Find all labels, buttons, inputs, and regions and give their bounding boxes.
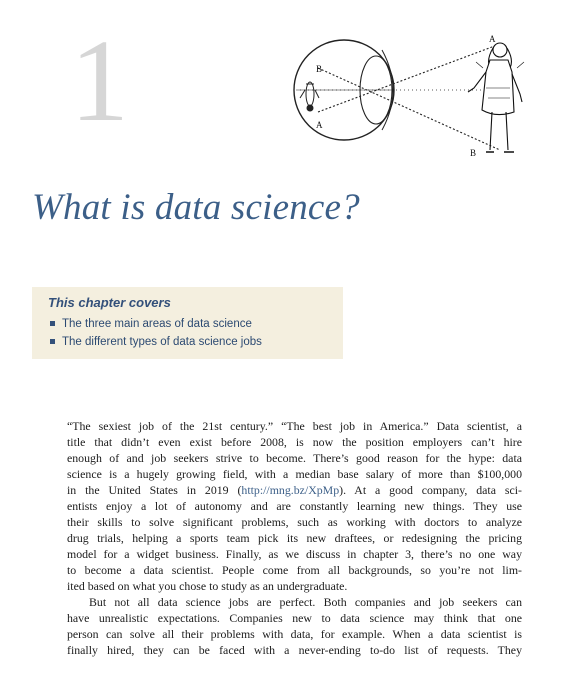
text-line: model for a widget business. Finally, as we discuss in chapter 3, there’s no one way [67, 547, 522, 561]
label-b-bottom: B [470, 148, 477, 158]
chapter-covers-box [32, 287, 343, 359]
text-line: person can solve all their problems with data, for example. When a data scientist is [67, 627, 522, 641]
label-b-top: B [316, 64, 323, 74]
text-fragment: in the United States in 2019 ( [67, 483, 242, 497]
text-line-with-link [67, 482, 522, 498]
covers-heading: This chapter covers [48, 295, 171, 310]
covers-item-text: The different types of data science jobs [62, 336, 262, 348]
label-a-eye: A [316, 120, 323, 130]
text-line: But not all data science jobs are perfect. Both companies and job seekers can [89, 595, 522, 609]
label-a-top: A [489, 34, 496, 44]
text-line: “The sexiest job of the 21st century.” “The best job in America.” Data scientist, a [67, 419, 522, 433]
body-text [67, 418, 522, 658]
text-line: science is a hugely growing field, with a median base salary of more than $100,000 [67, 467, 522, 481]
text-line: title that didn’t even exist before 2008, is now the position employers can’t hire [67, 435, 522, 449]
eye-optics-engraving [286, 28, 556, 164]
square-bullet-icon [50, 339, 55, 344]
text-line: enough of and job seekers strive to become. There’s good reason for the hype: data [67, 451, 522, 465]
paragraph-1 [67, 418, 522, 594]
chapter-title: What is data science? [32, 187, 360, 228]
text-line: entists enjoy a lot of autonomy and are constantly learning new things. They use [67, 499, 522, 513]
text-line: to become a data scientist. People come from all backgrounds, so you’re not lim- [67, 563, 522, 577]
covers-list [48, 315, 343, 351]
text-line: drug trials, helping a sports team pick its new draftees, or redesigning the pricing [67, 531, 522, 545]
text-line: their skills to solve significant problems, such as working with doctors to analyze [67, 515, 522, 529]
chapter-number: 1 [70, 15, 129, 146]
reference-link[interactable]: http://mng.bz/XpMp [241, 483, 340, 497]
square-bullet-icon [50, 321, 55, 326]
text-fragment: ). At a good company, data sci- [339, 483, 522, 497]
covers-item [48, 333, 343, 351]
covers-item [48, 315, 343, 333]
text-line: have unrealistic expectations. Companies new to data science may think that one [67, 611, 522, 625]
covers-item-text: The three main areas of data science [62, 318, 252, 330]
text-line: finally hired, they can be faced with a never-ending to-do list of requests. They [67, 643, 522, 657]
paragraph-2 [67, 594, 522, 658]
text-line: ited based on what you chose to study as an undergraduate. [67, 579, 348, 593]
